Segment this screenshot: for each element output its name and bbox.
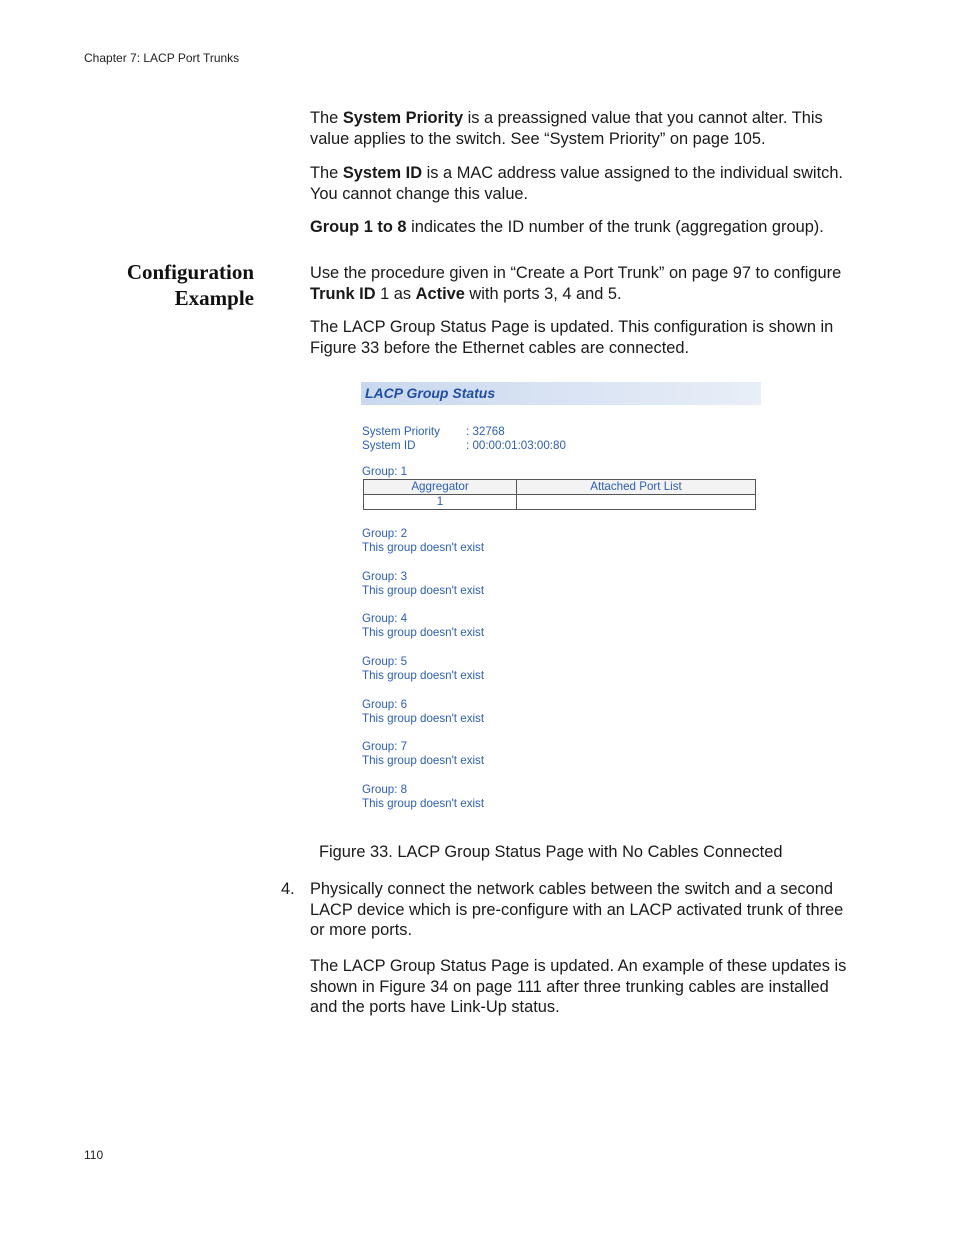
term-trunk-id: Trunk ID bbox=[310, 284, 376, 303]
paragraph-system-id bbox=[310, 163, 850, 204]
group-4-label: Group: 4 bbox=[362, 612, 408, 625]
step-4-followup: The LACP Group Status Page is updated. An example of these updates is shown in Figure 34 on page 111 after three trunking cables are installed and the ports have Link-Up status. bbox=[310, 957, 847, 1016]
page-number: 110 bbox=[84, 1148, 104, 1162]
section-heading-line2: Example bbox=[174, 286, 254, 310]
group-7-label: Group: 7 bbox=[362, 740, 408, 753]
system-id-value: : 00:00:01:03:00:80 bbox=[466, 439, 566, 452]
group-6-label: Group: 6 bbox=[362, 698, 408, 711]
lacp-group-status-title: LACP Group Status bbox=[361, 382, 761, 405]
text: is a MAC address value assigned to the individual switch. You cannot change this value. bbox=[310, 164, 843, 203]
system-priority-value: : 32768 bbox=[466, 425, 505, 438]
term-system-priority: System Priority bbox=[342, 109, 464, 127]
table-row bbox=[364, 495, 756, 510]
system-priority-row bbox=[362, 425, 505, 438]
group-8-label: Group: 8 bbox=[362, 783, 408, 796]
group-1-table bbox=[363, 479, 756, 510]
step-number: 4. bbox=[281, 880, 295, 898]
paragraph-groups bbox=[310, 217, 850, 238]
text: is a preassigned value that you cannot alter. This value applies to the switch. See “System Priority” on page 105. bbox=[310, 109, 823, 148]
text: The bbox=[310, 109, 343, 127]
cell-attached-ports bbox=[517, 495, 756, 510]
text: The bbox=[310, 164, 343, 182]
step-4-text: Physically connect the network cables between the switch and a second LACP device which is pre-configure with an LACP activated trunk of three or more ports. bbox=[310, 880, 844, 939]
group-5-message: This group doesn't exist bbox=[362, 669, 485, 682]
system-priority-label: System Priority bbox=[362, 425, 440, 438]
section-heading bbox=[127, 259, 254, 311]
lacp-group-status-screenshot bbox=[361, 382, 761, 812]
system-id-row bbox=[362, 439, 566, 452]
section-heading-line1: Configuration bbox=[126, 260, 254, 284]
text: Use the procedure given in “Create a Port Trunk” on page 97 to configure bbox=[310, 264, 842, 282]
group-7-message: This group doesn't exist bbox=[362, 754, 485, 767]
group-4-message: This group doesn't exist bbox=[362, 626, 485, 639]
group-2-message: This group doesn't exist bbox=[362, 541, 485, 554]
table-header-row bbox=[364, 480, 756, 495]
group-8-message: This group doesn't exist bbox=[362, 797, 485, 810]
text: with ports 3, 4 and 5. bbox=[464, 284, 622, 303]
group-1-label: Group: 1 bbox=[362, 465, 408, 478]
paragraph-status-updated: The LACP Group Status Page is updated. This configuration is shown in Figure 33 before the Ethernet cables are connected. bbox=[310, 318, 834, 357]
figure-caption: Figure 33. LACP Group Status Page with No Cables Connected bbox=[319, 843, 783, 861]
running-header: Chapter 7: LACP Port Trunks bbox=[84, 51, 240, 65]
column-header-aggregator: Aggregator bbox=[364, 480, 517, 495]
term-group-range: Group 1 to 8 bbox=[310, 218, 407, 236]
paragraph-system-priority bbox=[310, 108, 850, 149]
cell-aggregator: 1 bbox=[364, 495, 517, 510]
group-2-label: Group: 2 bbox=[362, 527, 408, 540]
group-5-label: Group: 5 bbox=[362, 655, 408, 668]
term-system-id: System ID bbox=[342, 164, 423, 182]
group-3-message: This group doesn't exist bbox=[362, 584, 485, 597]
column-header-attached-port-list: Attached Port List bbox=[517, 480, 756, 495]
term-active: Active bbox=[415, 284, 465, 303]
group-6-message: This group doesn't exist bbox=[362, 712, 485, 725]
text: indicates the ID number of the trunk (aggregation group). bbox=[406, 218, 824, 236]
text: 1 as bbox=[375, 284, 416, 303]
system-id-label: System ID bbox=[362, 439, 416, 452]
paragraph-procedure bbox=[310, 263, 850, 304]
group-3-label: Group: 3 bbox=[362, 570, 408, 583]
